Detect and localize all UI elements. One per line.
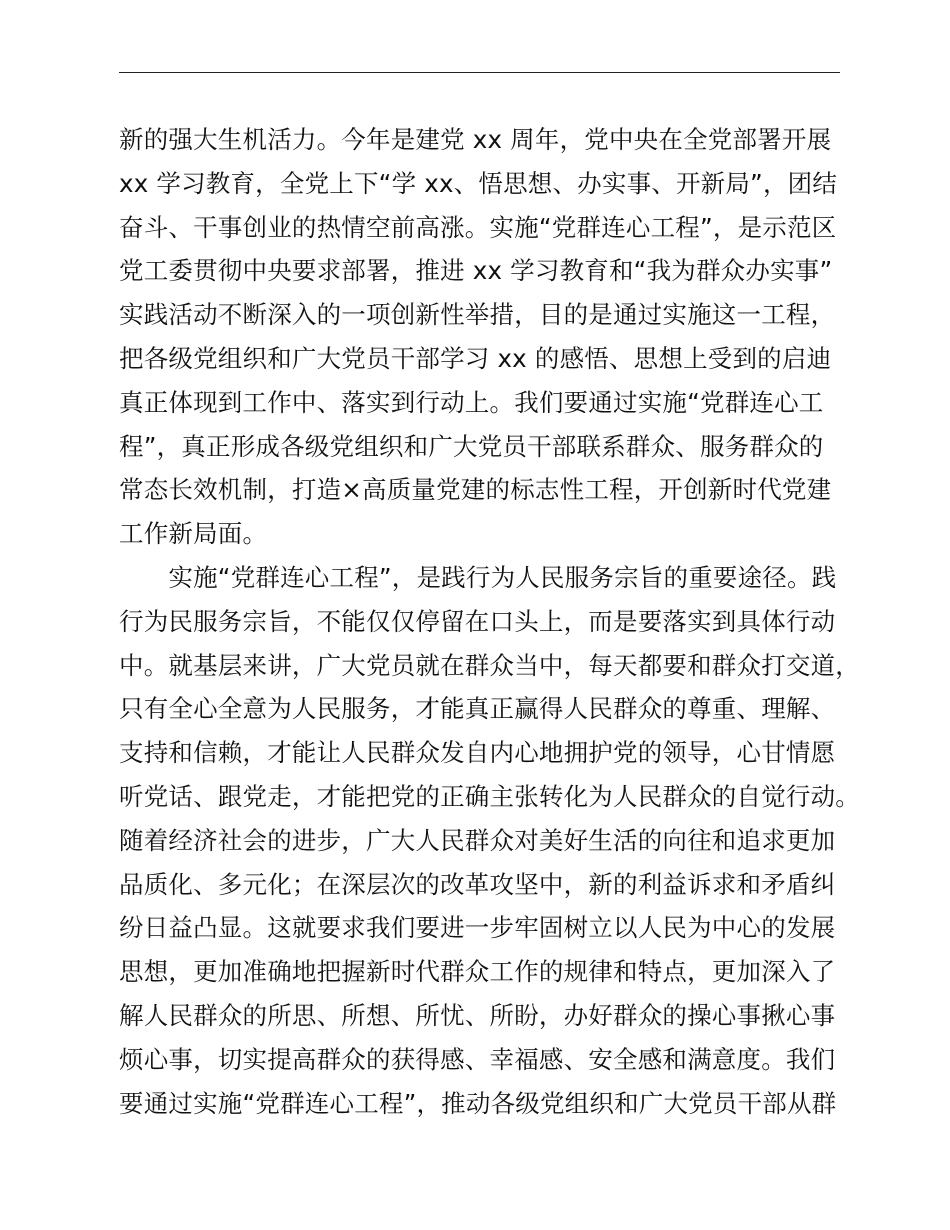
text-line: 听党话、跟党走，才能把党的正确主张转化为人民群众的自觉行动。 — [119, 781, 860, 811]
text-line: 解人民群众的所思、所想、所忧、所盼，办好群众的操心事揪心事 — [119, 1000, 836, 1030]
text-line: 纷日益凸显。这就要求我们要进一步牢固树立以人民为中心的发展 — [119, 913, 836, 943]
text-line: 常态长效机制，打造×高质量党建的标志性工程，开创新时代党建 — [119, 475, 832, 505]
text-line: 程”，真正形成各级党组织和广大党员干部联系群众、服务群众的 — [119, 431, 824, 461]
text-line: 把各级党组织和广大党员干部学习 xx 的感悟、思想上受到的启迪 — [119, 343, 832, 373]
text-line: 烦心事，切实提高群众的获得感、幸福感、安全感和满意度。我们 — [119, 1044, 836, 1074]
header-rule — [119, 72, 840, 73]
text-line: 党工委贯彻中央要求部署，推进 xx 学习教育和“我为群众办实事” — [119, 256, 833, 286]
text-line: xx 学习教育，全党上下“学 xx、悟思想、办实事、开新局”，团结 — [119, 168, 838, 198]
text-line: 支持和信赖，才能让人民群众发自内心地拥护党的领导，心甘情愿 — [119, 738, 836, 768]
text-line: 奋斗、干事创业的热情空前高涨。实施“党群连心工程”，是示范区 — [119, 212, 837, 242]
text-line: 工作新局面。 — [119, 519, 268, 549]
text-line: 行为民服务宗旨，不能仅仅停留在口头上，而是要落实到具体行动 — [119, 606, 836, 636]
text-line: 实践活动不断深入的一项创新性举措，目的是通过实施这一工程， — [119, 300, 836, 330]
body-text — [119, 118, 859, 1125]
text-line: 随着经济社会的进步，广大人民群众对美好生活的向往和追求更加 — [119, 825, 836, 855]
text-line: 只有全心全意为人民服务，才能真正赢得人民群众的尊重、理解、 — [119, 694, 836, 724]
text-line: 品质化、多元化；在深层次的改革攻坚中，新的利益诉求和矛盾纠 — [119, 869, 836, 899]
text-line: 真正体现到工作中、落实到行动上。我们要通过实施“党群连心工 — [119, 387, 824, 417]
text-line: 实施“党群连心工程”，是践行为人民服务宗旨的重要途径。践 — [119, 562, 837, 592]
text-line: 思想，更加准确地把握新时代群众工作的规律和特点，更加深入了 — [119, 957, 836, 987]
text-line: 要通过实施“党群连心工程”，推动各级党组织和广大党员干部从群 — [119, 1088, 837, 1118]
text-line: 新的强大生机活力。今年是建党 xx 周年，党中央在全党部署开展 — [119, 125, 832, 154]
text-line: 中。就基层来讲，广大党员就在群众当中，每天都要和群众打交道， — [119, 650, 860, 680]
